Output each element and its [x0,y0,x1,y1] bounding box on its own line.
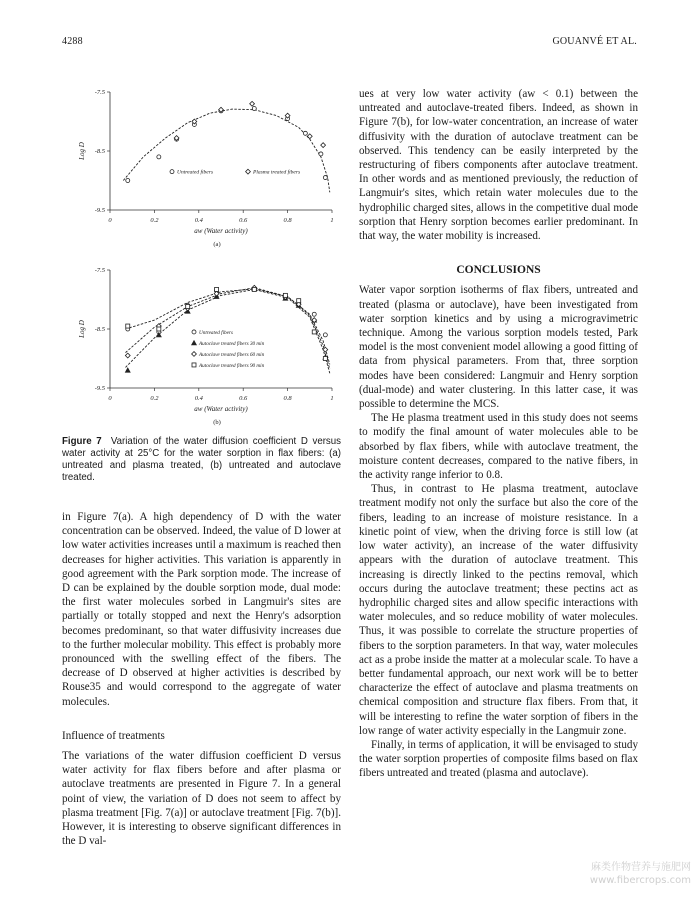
y-tick-label: -8.5 [94,326,105,333]
x-tick-label: 0.8 [283,217,292,224]
section-subheading: Influence of treatments [62,729,165,742]
left-column [62,510,341,848]
paragraph: Finally, in terms of application, it will be envisaged to study the water sorption properties of composite films based on flax fibers untreated and treated (plasma and autoclave). [359,738,638,780]
paragraph: The variations of the water diffusion coefficient D versus water activity for flax fibers before and after plasma or autoclave treatments are presented in Figure 7. In a general point of view, the variation of D does not seem to affect by plasma treatment [Fig. 7(a)] or autoclave treatment [Fig. 7(b)]. However, it is interesting to observe significant differences in the D val- [62,750,341,848]
x-tick-label: 0.8 [283,395,292,402]
x-tick-label: 0.4 [194,395,203,402]
figure-caption-text: Variation of the water diffusion coefficient D versus water activity at 25°C for the water sorption in flax fibers: (a) untreated and plasma treated, (b) untreated and autoclave treated. [62,436,342,483]
x-tick-label: 0.2 [150,395,159,402]
figure-7a-chart [62,80,352,250]
data-point [126,179,130,183]
paragraph: Thus, in contrast to He plasma treatment, autoclave treatment modify not only the surface but also the core of the fibers, leading to an increase of moisture resistance. In a kinetic point of view, when the driving force is still low (at low water activity), an increase of the water diffusivity appears with the duration of autoclave treatment. This increasing is directly linked to the pectins removal, which occurs during the autoclave treatment; these pectins act as hydrophilic charged sites and allow specific interactions with water molecules, and so reduce mobility of water molecules. Thus, it was possible to correlate the structure properties of fibers to the sorption parameters. In that way, water molecules act as a probe inside the matter at a molecular scale. To have a better fundamental approach, our next work will be to better characterize the effect of autoclave and plasma treatments on chemical composition and structure flax fibers. From that, it will be interesting to refine the water sorption of fibers in the low range of water activity especially in the Langmuir zone. [359,483,638,737]
series-square [126,287,328,360]
figure-7b-chart [62,258,352,428]
x-tick-label: 0.6 [239,395,248,402]
data-point [312,330,316,334]
x-axis-label: aw (Water activity) [194,405,248,413]
data-point [192,363,196,367]
y-tick-label: -8.5 [94,148,105,155]
data-point [252,287,256,291]
data-point [192,352,197,357]
legend-entry: Autoclave treated fibers 60 min [199,351,265,358]
data-point [323,357,327,361]
figure-label: Figure 7 [62,436,102,447]
watermark-line1: 麻类作物营养与施肥网 [591,862,691,873]
fit-curve [123,109,329,192]
y-tick-label: -7.5 [94,89,105,96]
data-point [215,287,219,291]
data-point [323,176,327,180]
legend-entry: Untreated fibers [177,169,213,176]
data-point [323,333,327,337]
y-axis-label: Log D [78,142,86,160]
data-point [250,101,255,106]
paragraph: in Figure 7(a). A high dependency of D with the water concentration can be observed. Indeed, the value of D lower at low water activities increases until a maximum is reached then decreases for higher activities. This variation is apparently in good agreement with the Park sorption mode. The increase of D can be explained by the double sorption mode, dual mode: the first water molecules sorbed in Langmuir's sites are partially or totally stopped and next the Henry's adsorption becomes predominant, so that water diffusivity increases due to the further molecular mobility. This effect is probably more pronounced with the swelling effect of the fibers. The decrease of D observed at higher activities is described by Rouse35 and would correspond to the aggregate of water molecules. [62,511,341,708]
data-point [252,107,256,111]
y-tick-label: -7.5 [94,267,105,274]
data-point [192,330,196,334]
right-column [359,87,638,781]
data-point [157,155,161,159]
x-tick-label: 0 [108,395,112,402]
legend-entry: Autoclave treated fibers 90 min [199,362,265,369]
x-tick-label: 1 [330,217,334,224]
data-point [125,353,130,358]
legend-entry: Autoclave treated fibers 30 min [199,340,265,347]
data-point [297,299,301,303]
data-point [312,312,316,316]
series-diamond [174,101,325,147]
legend-entry: Plasma treated fibers [253,169,301,176]
y-axis-label: Log D [78,320,86,338]
running-title: GOUANVÉ ET AL. [552,36,637,47]
page-number: 4288 [62,36,83,47]
data-point [246,169,251,174]
x-tick-label: 0.4 [194,217,203,224]
legend-entry: Untreated fibers [199,329,233,336]
data-point [192,340,197,345]
x-tick-label: 0.2 [150,217,159,224]
data-point [319,152,323,156]
x-tick-label: 1 [330,395,334,402]
paragraph: Water vapor sorption isotherms of flax fibers, untreated and treated (plasma or autoclave), have been investigated from water sorption kinetics and by using a microgravimetric technique. Among the various sorption models tested, Park model is the most convenient model allowing a good fitting of data from physical parameters. From that, three sorption modes have been considered: Langmuir and Henry sorption (dual-mode) and water clustering. In this latter case, it was possible to determine the MCS. [359,284,638,411]
panel-label: (b) [213,419,221,426]
paragraph: The He plasma treatment used in this study does not seems to modify the final amount of water molecules able to be absorbed by flax fibers, while with autoclave treatment, the moisture content decreases, compared to the native fibers, in the activity range inferior to 0.8. [359,412,638,482]
y-tick-label: -9.5 [94,385,105,392]
data-point [157,327,161,331]
x-axis-label: aw (Water activity) [194,227,248,235]
data-point [283,293,287,297]
series-diamond [125,285,327,358]
figure-caption [62,436,341,484]
data-point [126,324,130,328]
watermark-line2: www.fibercrops.com [589,875,691,886]
data-point [321,143,326,148]
watermark [590,861,691,887]
data-point [125,368,130,373]
section-heading: CONCLUSIONS [456,264,541,277]
x-tick-label: 0 [108,217,112,224]
y-tick-label: -9.5 [94,207,105,214]
data-point [186,305,190,309]
paragraph: ues at very low water activity (aw < 0.1) between the untreated and autoclave-treated fibers. Indeed, as shown in Figure 7(b), for low-water concentration, an increase of water diffusivity with the duration of autoclave treatment can be observed. This tendency can be easily interpreted by the restructuring of fibers components after autoclave treatment. In other words and as mentioned previously, the reduction of Langmuir's sites, which retain water molecules due to the hydrophilic charged sites, allows in the competitive dual mode sorption that Henry sorption becomes earlier predominant. In that way, the water mobility is increased. [359,88,638,243]
panel-label: (a) [213,241,221,248]
x-tick-label: 0.6 [239,217,248,224]
data-point [170,170,174,174]
data-point [303,131,307,135]
